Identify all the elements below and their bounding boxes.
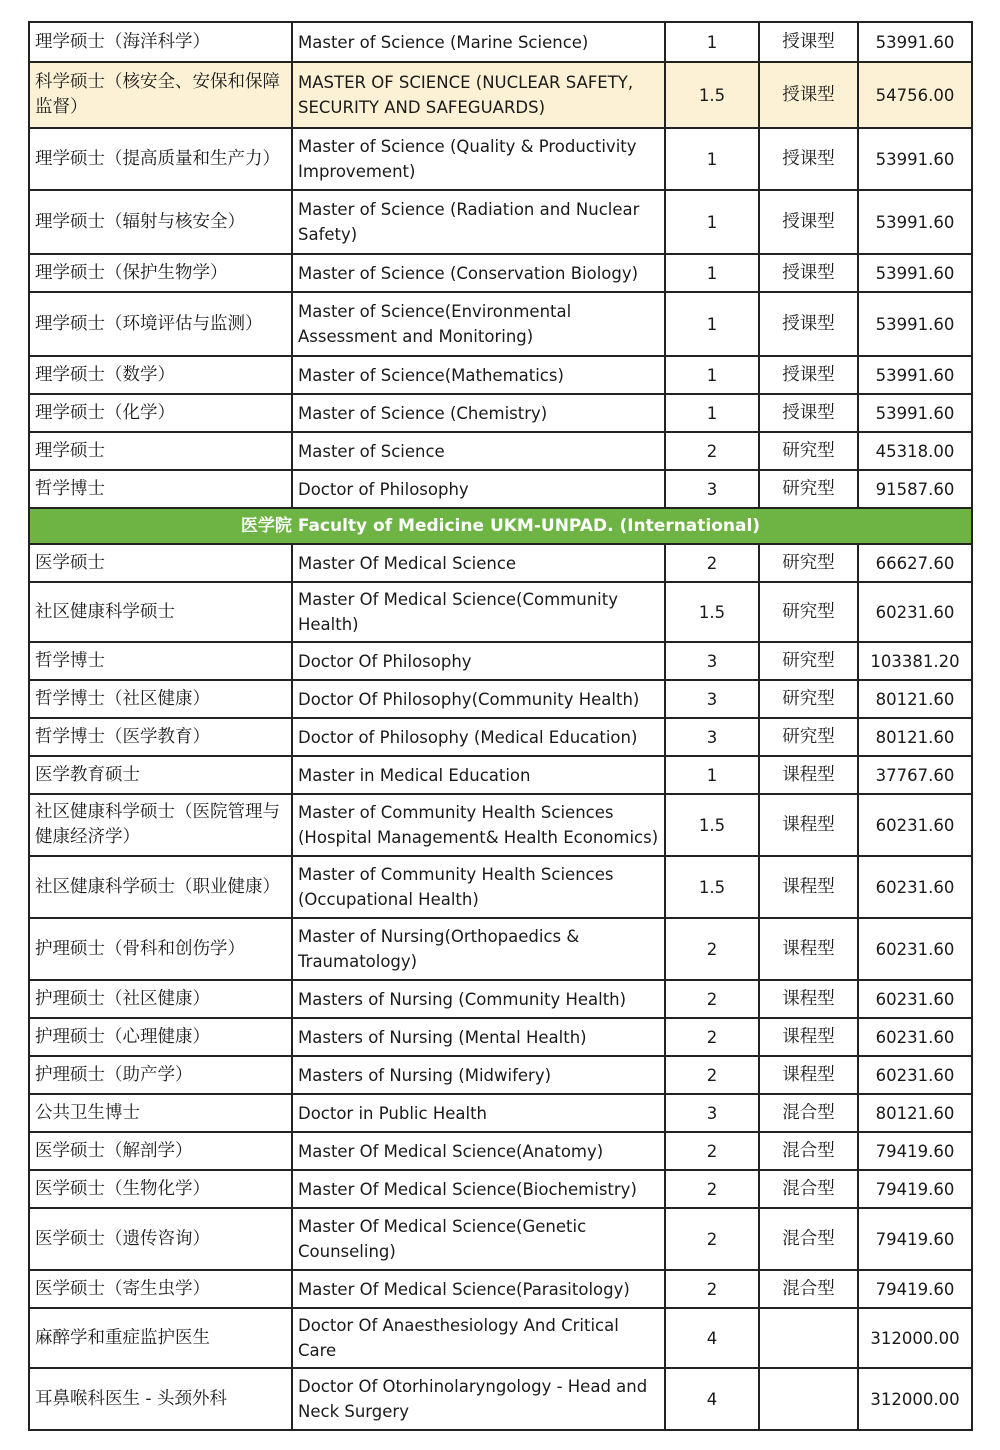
program-name-en: Masters of Nursing (Midwifery): [292, 1056, 665, 1094]
tuition-fee: 312000.00: [858, 1308, 972, 1368]
table-row: [29, 1132, 972, 1170]
program-type: 混合型: [759, 1094, 858, 1132]
duration-years: 2: [665, 1132, 759, 1170]
program-name-en: Doctor Of Otorhinolaryngology - Head and Neck Surgery: [292, 1368, 665, 1430]
table-row: [29, 1308, 972, 1368]
tuition-fee: 60231.60: [858, 918, 972, 980]
tuition-fee: 60231.60: [858, 794, 972, 856]
duration-years: 1: [665, 22, 759, 62]
tuition-fee: 37767.60: [858, 756, 972, 794]
table-row: [29, 1018, 972, 1056]
duration-years: 2: [665, 432, 759, 470]
program-name-cn: 哲学博士: [29, 642, 292, 680]
tuition-fee: 79419.60: [858, 1170, 972, 1208]
program-name-cn: 护理硕士（社区健康）: [29, 980, 292, 1018]
duration-years: 2: [665, 1056, 759, 1094]
program-name-en: Master of Science: [292, 432, 665, 470]
program-name-en: Master of Community Health Sciences (Occupational Health): [292, 856, 665, 918]
tuition-fee: 60231.60: [858, 1018, 972, 1056]
tuition-fee: 60231.60: [858, 1056, 972, 1094]
tuition-fee: 79419.60: [858, 1208, 972, 1270]
program-name-en: Master in Medical Education: [292, 756, 665, 794]
program-type: 研究型: [759, 470, 858, 508]
duration-years: 3: [665, 1094, 759, 1132]
program-name-cn: 护理硕士（骨科和创伤学）: [29, 918, 292, 980]
program-fee-table-body: [29, 22, 972, 1430]
program-type: [759, 1368, 858, 1430]
program-name-cn: 理学硕士（提高质量和生产力）: [29, 128, 292, 190]
duration-years: 4: [665, 1368, 759, 1430]
program-name-cn: 理学硕士（数学）: [29, 356, 292, 394]
duration-years: 1: [665, 190, 759, 254]
program-name-en: Master of Science(Mathematics): [292, 356, 665, 394]
program-type: 混合型: [759, 1170, 858, 1208]
program-name-en: Master of Science (Marine Science): [292, 22, 665, 62]
program-name-en: MASTER OF SCIENCE (NUCLEAR SAFETY, SECURITY AND SAFEGUARDS): [292, 62, 665, 128]
program-name-cn: 耳鼻喉科医生 - 头颈外科: [29, 1368, 292, 1430]
program-name-cn: 医学硕士（遗传咨询）: [29, 1208, 292, 1270]
table-row: [29, 254, 972, 292]
program-name-cn: 医学教育硕士: [29, 756, 292, 794]
duration-years: 1.5: [665, 62, 759, 128]
program-name-en: Masters of Nursing (Mental Health): [292, 1018, 665, 1056]
duration-years: 1.5: [665, 582, 759, 642]
tuition-fee: 45318.00: [858, 432, 972, 470]
duration-years: 1: [665, 254, 759, 292]
duration-years: 2: [665, 1270, 759, 1308]
tuition-fee: 53991.60: [858, 394, 972, 432]
program-name-en: Master Of Medical Science(Parasitology): [292, 1270, 665, 1308]
program-name-en: Doctor Of Philosophy: [292, 642, 665, 680]
duration-years: 2: [665, 918, 759, 980]
program-name-cn: 哲学博士（医学教育）: [29, 718, 292, 756]
duration-years: 1.5: [665, 794, 759, 856]
table-row: [29, 470, 972, 508]
program-name-cn: 护理硕士（心理健康）: [29, 1018, 292, 1056]
program-type: 授课型: [759, 394, 858, 432]
tuition-fee: 312000.00: [858, 1368, 972, 1430]
tuition-fee: 53991.60: [858, 356, 972, 394]
program-type: 混合型: [759, 1208, 858, 1270]
program-type: 研究型: [759, 642, 858, 680]
program-type: 课程型: [759, 756, 858, 794]
table-row: [29, 980, 972, 1018]
program-name-cn: 理学硕士（化学）: [29, 394, 292, 432]
program-name-cn: 哲学博士（社区健康）: [29, 680, 292, 718]
tuition-fee: 79419.60: [858, 1132, 972, 1170]
program-type: 混合型: [759, 1132, 858, 1170]
table-row: [29, 432, 972, 470]
duration-years: 4: [665, 1308, 759, 1368]
program-type: 授课型: [759, 22, 858, 62]
table-row: [29, 1368, 972, 1430]
program-type: 研究型: [759, 544, 858, 582]
program-name-cn: 理学硕士（保护生物学）: [29, 254, 292, 292]
program-name-cn: 医学硕士（解剖学）: [29, 1132, 292, 1170]
program-name-en: Masters of Nursing (Community Health): [292, 980, 665, 1018]
duration-years: 3: [665, 470, 759, 508]
program-name-cn: 医学硕士（寄生虫学）: [29, 1270, 292, 1308]
table-row: [29, 544, 972, 582]
duration-years: 2: [665, 1208, 759, 1270]
program-name-en: Master Of Medical Science(Anatomy): [292, 1132, 665, 1170]
program-type: 研究型: [759, 680, 858, 718]
program-name-en: Master Of Medical Science(Biochemistry): [292, 1170, 665, 1208]
program-type: 课程型: [759, 856, 858, 918]
program-name-en: Master of Science (Chemistry): [292, 394, 665, 432]
program-name-en: Master Of Medical Science: [292, 544, 665, 582]
program-name-en: Doctor in Public Health: [292, 1094, 665, 1132]
duration-years: 1.5: [665, 856, 759, 918]
tuition-fee: 91587.60: [858, 470, 972, 508]
program-type: 授课型: [759, 62, 858, 128]
program-name-cn: 医学硕士（生物化学）: [29, 1170, 292, 1208]
program-name-en: Doctor of Philosophy (Medical Education): [292, 718, 665, 756]
program-type: 混合型: [759, 1270, 858, 1308]
tuition-fee: 80121.60: [858, 718, 972, 756]
tuition-fee: 53991.60: [858, 254, 972, 292]
duration-years: 1: [665, 394, 759, 432]
program-name-en: Master of Science (Radiation and Nuclear Safety): [292, 190, 665, 254]
tuition-fee: 53991.60: [858, 128, 972, 190]
program-name-cn: 科学硕士（核安全、安保和保障监督）: [29, 62, 292, 128]
duration-years: 3: [665, 718, 759, 756]
program-name-cn: 医学硕士: [29, 544, 292, 582]
duration-years: 3: [665, 642, 759, 680]
program-type: 课程型: [759, 1056, 858, 1094]
tuition-fee: 103381.20: [858, 642, 972, 680]
duration-years: 2: [665, 1170, 759, 1208]
tuition-fee: 60231.60: [858, 582, 972, 642]
table-row: [29, 642, 972, 680]
program-name-cn: 护理硕士（助产学）: [29, 1056, 292, 1094]
tuition-fee: 53991.60: [858, 190, 972, 254]
program-type: 授课型: [759, 128, 858, 190]
tuition-fee: 53991.60: [858, 292, 972, 356]
program-type: 课程型: [759, 794, 858, 856]
program-type: 研究型: [759, 582, 858, 642]
program-name-cn: 理学硕士（环境评估与监测）: [29, 292, 292, 356]
program-name-cn: 哲学博士: [29, 470, 292, 508]
program-type: 授课型: [759, 356, 858, 394]
table-row: [29, 856, 972, 918]
duration-years: 1: [665, 128, 759, 190]
program-type: 授课型: [759, 254, 858, 292]
program-type: 课程型: [759, 980, 858, 1018]
program-type: 授课型: [759, 190, 858, 254]
duration-years: 2: [665, 1018, 759, 1056]
program-name-cn: 理学硕士（海洋科学）: [29, 22, 292, 62]
program-name-en: Doctor Of Philosophy(Community Health): [292, 680, 665, 718]
faculty-section-header: 医学院 Faculty of Medicine UKM-UNPAD. (International): [29, 508, 972, 544]
table-row: [29, 794, 972, 856]
duration-years: 1: [665, 756, 759, 794]
tuition-fee: 66627.60: [858, 544, 972, 582]
tuition-fee: 80121.60: [858, 1094, 972, 1132]
table-row: [29, 1170, 972, 1208]
table-row: [29, 582, 972, 642]
section-header-row: [29, 508, 972, 544]
program-name-cn: 公共卫生博士: [29, 1094, 292, 1132]
program-name-cn: 麻醉学和重症监护医生: [29, 1308, 292, 1368]
program-name-cn: 社区健康科学硕士（医院管理与健康经济学）: [29, 794, 292, 856]
table-row: [29, 680, 972, 718]
program-name-cn: 理学硕士: [29, 432, 292, 470]
program-type: [759, 1308, 858, 1368]
program-name-cn: 社区健康科学硕士（职业健康）: [29, 856, 292, 918]
program-fee-table: [28, 21, 973, 1431]
duration-years: 1: [665, 292, 759, 356]
duration-years: 2: [665, 544, 759, 582]
program-type: 课程型: [759, 1018, 858, 1056]
table-row: [29, 1270, 972, 1308]
program-name-en: Master of Science (Conservation Biology): [292, 254, 665, 292]
tuition-fee: 79419.60: [858, 1270, 972, 1308]
program-name-en: Master of Science(Environmental Assessment and Monitoring): [292, 292, 665, 356]
program-name-en: Master of Science (Quality & Productivity Improvement): [292, 128, 665, 190]
table-row: [29, 356, 972, 394]
program-name-en: Master of Community Health Sciences (Hospital Management& Health Economics): [292, 794, 665, 856]
duration-years: 3: [665, 680, 759, 718]
table-row: [29, 1094, 972, 1132]
table-row: [29, 292, 972, 356]
table-row: [29, 918, 972, 980]
program-type: 授课型: [759, 292, 858, 356]
table-row: [29, 756, 972, 794]
program-type: 研究型: [759, 432, 858, 470]
table-row: [29, 1056, 972, 1094]
tuition-fee: 54756.00: [858, 62, 972, 128]
program-name-en: Master Of Medical Science(Genetic Counseling): [292, 1208, 665, 1270]
program-name-en: Doctor Of Anaesthesiology And Critical Care: [292, 1308, 665, 1368]
duration-years: 1: [665, 356, 759, 394]
table-row: [29, 62, 972, 128]
duration-years: 2: [665, 980, 759, 1018]
table-row: [29, 718, 972, 756]
program-type: 研究型: [759, 718, 858, 756]
table-row: [29, 128, 972, 190]
program-name-cn: 社区健康科学硕士: [29, 582, 292, 642]
tuition-fee: 60231.60: [858, 856, 972, 918]
program-name-en: Doctor of Philosophy: [292, 470, 665, 508]
program-name-cn: 理学硕士（辐射与核安全）: [29, 190, 292, 254]
table-row: [29, 1208, 972, 1270]
table-row: [29, 190, 972, 254]
table-row: [29, 22, 972, 62]
program-name-en: Master Of Medical Science(Community Health): [292, 582, 665, 642]
table-row: [29, 394, 972, 432]
tuition-fee: 80121.60: [858, 680, 972, 718]
tuition-fee: 60231.60: [858, 980, 972, 1018]
tuition-fee: 53991.60: [858, 22, 972, 62]
program-name-en: Master of Nursing(Orthopaedics & Traumatology): [292, 918, 665, 980]
program-type: 课程型: [759, 918, 858, 980]
